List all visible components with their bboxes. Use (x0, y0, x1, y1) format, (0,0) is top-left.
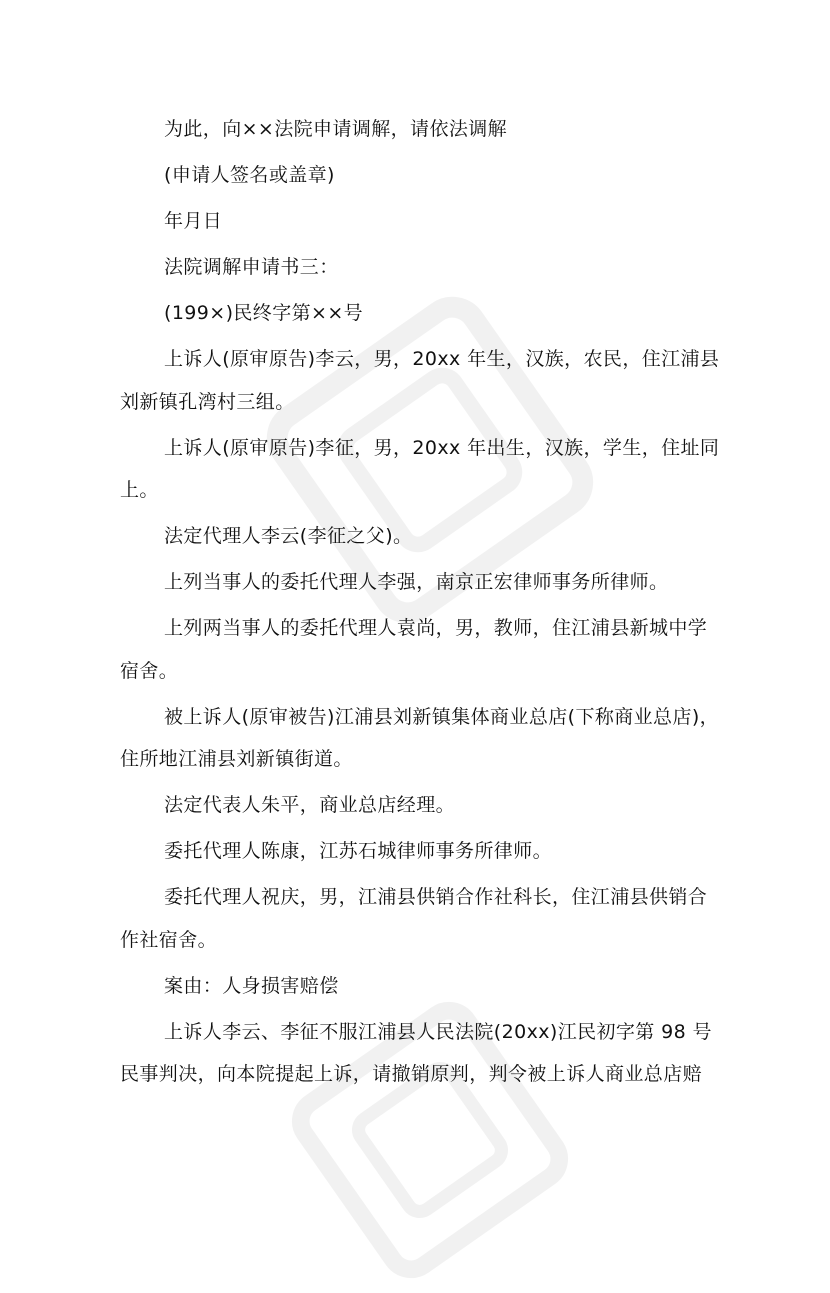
paragraph: 年月日 (164, 210, 223, 232)
paragraph: 上诉人(原审原告)李云，男，20xx 年生，汉族，农民，住江浦县刘新镇孔湾村三组。 (120, 348, 720, 413)
paragraph: 被上诉人(原审被告)江浦县刘新镇集体商业总店(下称商业总店)，住所地江浦县刘新镇街道。 (120, 705, 720, 770)
paragraph: 上列两当事人的委托代理人袁尚，男，教师，住江浦县新城中学宿舍。 (120, 617, 708, 682)
paragraph: 委托代理人祝庆，男，江浦县供销合作社科长，住江浦县供销合作社宿舍。 (120, 886, 708, 951)
paragraph: 法定代理人李云(李征之父)。 (164, 525, 413, 547)
paragraph: 上诉人(原审原告)李征，男，20xx 年出生，汉族，学生，住址同上。 (120, 436, 720, 501)
paragraph: (199×)民终字第××号 (164, 302, 364, 324)
paragraph: 委托代理人陈康，江苏石城律师事务所律师。 (164, 840, 553, 862)
paragraph: 法院调解申请书三： (164, 256, 339, 278)
paragraph: 案由：人身损害赔偿 (164, 974, 339, 997)
paragraph: 为此，向××法院申请调解，请依法调解 (164, 118, 508, 140)
paragraph: (申请人签名或盖章) (164, 164, 335, 186)
paragraph: 上列当事人的委托代理人李强，南京正宏律师事务所律师。 (164, 571, 669, 593)
document-body (120, 108, 720, 1099)
paragraph: 法定代表人朱平，商业总店经理。 (164, 794, 456, 816)
paragraph: 上诉人李云、李征不服江浦县人民法院(20xx)江民初字第 98 号民事判决，向本院提起上诉，请撤销原判，判令被上诉人商业总店赔 (120, 1020, 712, 1085)
